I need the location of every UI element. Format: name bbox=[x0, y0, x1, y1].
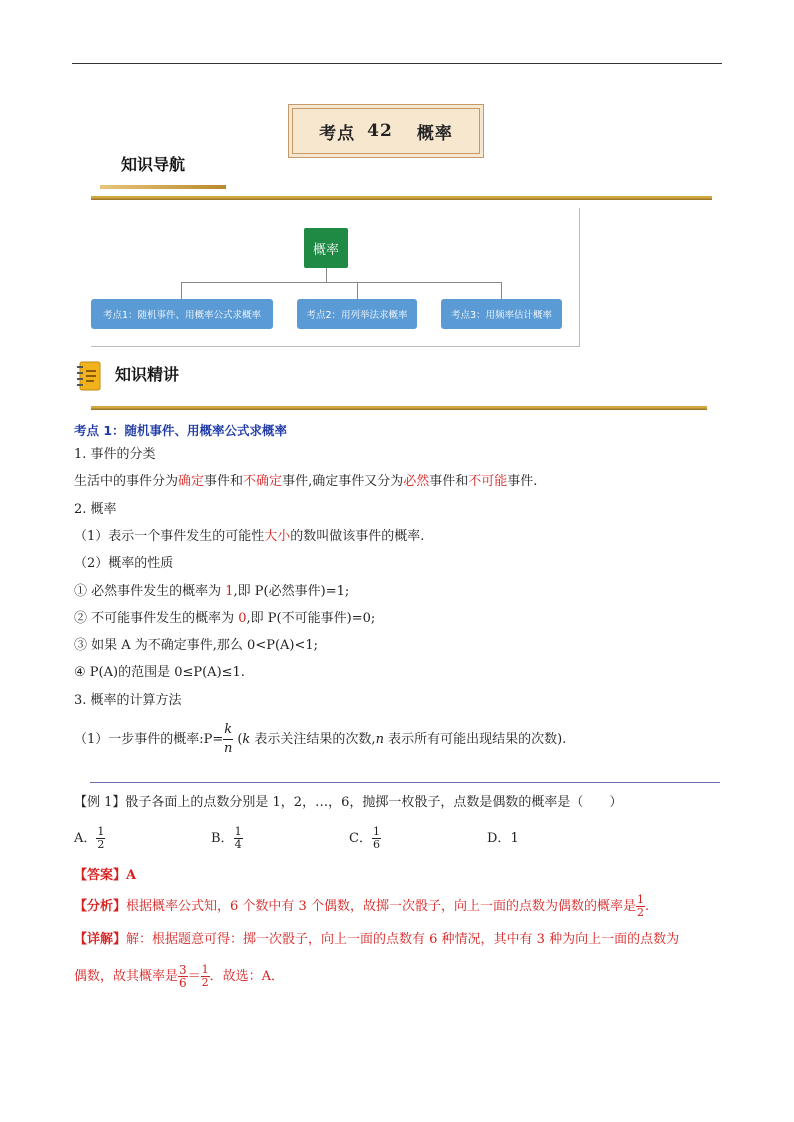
lecture-heading: 知识精讲 bbox=[115, 365, 180, 384]
lecture-divider bbox=[91, 406, 707, 410]
mindmap-node-3: 考点3：用频率估计概率 bbox=[441, 299, 562, 329]
connector bbox=[357, 282, 358, 299]
mindmap-node-1: 考点1：随机事件、用概率公式求概率 bbox=[91, 299, 273, 329]
s2-heading: 2. 概率 bbox=[74, 502, 117, 517]
option-a: A． $\frac{1}{2}$ bbox=[74, 825, 105, 851]
s1-paragraph: 生活中的事件分为确定事件和不确定事件,确定事件又分为必然事件和不可能事件. bbox=[74, 474, 538, 489]
s1-heading: 1. 事件的分类 bbox=[74, 447, 156, 462]
title-number: 42 bbox=[367, 121, 393, 141]
option-b: B． $\frac{1}{4}$ bbox=[211, 825, 242, 851]
connector bbox=[181, 282, 502, 283]
page-title bbox=[292, 108, 480, 154]
detail-line-2: 偶数，故其概率是 $\frac{3}{6}$ ＝ $\frac{1}{2}$ ．故选：A． bbox=[74, 963, 285, 990]
mindmap-node-2: 考点2：用列举法求概率 bbox=[297, 299, 417, 329]
s2-property3: ③ 如果 A 为不确定事件,那么 0<P(A)<1; bbox=[74, 638, 319, 653]
detail-line-1: 【详解】解：根据题意可得：掷一次骰子，向上一面的点数有 6 种情况，其中有 3 种为向上一面的点数为 bbox=[74, 932, 680, 947]
example-stem: 【例 1】骰子各面上的点数分别是 1，2，…，6，抛掷一枚骰子，点数是偶数的概率是（ ） bbox=[74, 795, 623, 810]
s2-property4: ④ P(A)的范围是 0≤P(A)≤1. bbox=[74, 665, 245, 680]
connector bbox=[181, 282, 182, 299]
nav-divider bbox=[91, 196, 712, 200]
notebook-icon bbox=[76, 360, 102, 392]
title-box bbox=[288, 104, 484, 158]
s3-formula: （1）一步事件的概率:P= $\frac{k}{n}$ (k 表示关注结果的次数,n 表示所有可能出现结果的次数). bbox=[74, 722, 567, 756]
s2-item2: （2）概率的性质 bbox=[74, 556, 174, 571]
s2-property1: ① 必然事件发生的概率为 1,即 P(必然事件)=1; bbox=[74, 584, 350, 599]
mindmap-root: 概率 bbox=[304, 228, 348, 268]
analysis-line: 【分析】根据概率公式知，6 个数中有 3 个偶数，故掷一次骰子，向上一面的点数为偶数的概率是 $\frac{1}{2}$ . bbox=[74, 893, 650, 919]
answer-line: 【答案】A bbox=[74, 868, 137, 883]
header-rule bbox=[72, 63, 722, 64]
option-c: C． $\frac{1}{6}$ bbox=[349, 825, 380, 851]
connector bbox=[501, 282, 502, 299]
option-d: D．1 bbox=[487, 831, 519, 846]
connector bbox=[326, 268, 327, 282]
s2-item1: （1）表示一个事件发生的可能性大小的数叫做该事件的概率. bbox=[74, 529, 425, 544]
title-topic: 概率 bbox=[416, 123, 453, 144]
nav-heading: 知识导航 bbox=[121, 155, 186, 174]
example-separator bbox=[90, 782, 720, 783]
nav-heading-underline bbox=[100, 185, 226, 189]
kp1-title: 考点 1：随机事件、用概率公式求概率 bbox=[74, 423, 288, 438]
s2-property2: ② 不可能事件发生的概率为 0,即 P(不可能事件)=0; bbox=[74, 611, 376, 626]
title-label: 考点 bbox=[319, 123, 356, 144]
s3-heading: 3. 概率的计算方法 bbox=[74, 693, 182, 708]
